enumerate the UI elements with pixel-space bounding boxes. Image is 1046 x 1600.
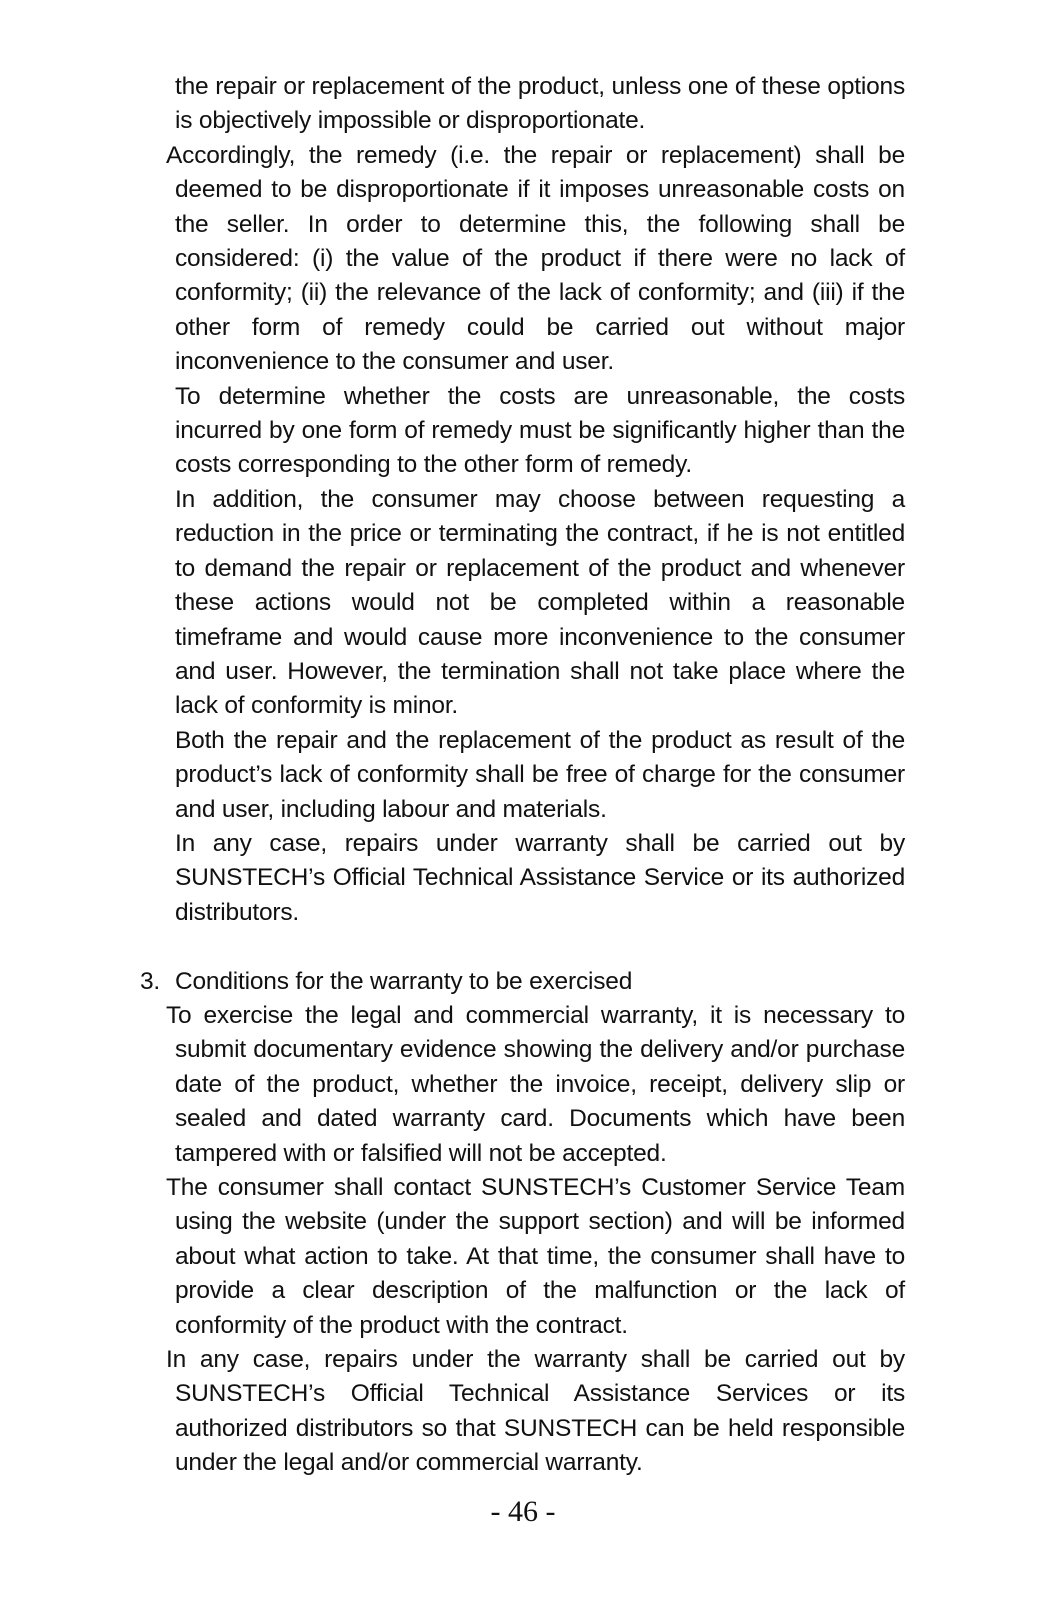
paragraph-price-reduction: In addition, the consumer may choose between requesting a reduction in the price or terminating the contract, if he is not entitled to demand the repair or replacement of the product and whenever these actions would not be completed within a reasonable timeframe and would cause more inconvenience to the consumer and user. However, the termination shall not take place where the lack of conformity is minor. bbox=[175, 485, 905, 720]
body-text bbox=[140, 70, 905, 1481]
paragraph-warranty-repairs: In any case, repairs under the warranty shall be carried out by SUNSTECH’s Official Technical Assistance Services or its authorized distributors so that SUNSTECH can be held responsible under the legal and/or commercial warranty. bbox=[166, 1346, 905, 1477]
section-spacer bbox=[175, 930, 905, 964]
paragraph-official-service: In any case, repairs under warranty shall be carried out by SUNSTECH’s Official Technical Assistance Service or its authorized distributors. bbox=[175, 829, 905, 926]
paragraph-unreasonable-costs: To determine whether the costs are unreasonable, the costs incurred by one form of remedy must be significantly higher than the costs corresponding to the other form of remedy. bbox=[175, 382, 905, 479]
page-number: - 46 - bbox=[490, 1495, 556, 1528]
paragraph-repair-options: the repair or replacement of the product, unless one of these options is objectively impossible or disproportionate. bbox=[175, 73, 905, 135]
paragraph-customer-service: The consumer shall contact SUNSTECH’s Customer Service Team using the website (under the support section) and will be informed about what action to take. At that time, the consumer shall have to provide a clear description of the malfunction or the lack of conformity of the product with the contract. bbox=[166, 1173, 905, 1339]
section-number: 3. bbox=[140, 967, 161, 995]
paragraph-free-of-charge: Both the repair and the replacement of the product as result of the product’s lack of conformity shall be free of charge for the consumer and user, including labour and materials. bbox=[175, 726, 905, 823]
paragraph-disproportionate-remedy: Accordingly, the remedy (i.e. the repair or replacement) shall be deemed to be disproportionate if it imposes unreasonable costs on the seller. In order to determine this, the following shall be considered: (i) the value of the product if there were no lack of conformity; (ii) the relevance of the lack of conformity; and (iii) if the other form of remedy could be carried out without major inconvenience to the consumer and user. bbox=[166, 141, 905, 376]
section-heading bbox=[140, 965, 905, 999]
section-title: Conditions for the warranty to be exercised bbox=[175, 967, 633, 995]
paragraph-documentary-evidence: To exercise the legal and commercial warranty, it is necessary to submit documentary evidence showing the delivery and/or purchase date of the product, whether the invoice, receipt, delivery slip or sealed and dated warranty card. Documents which have been tampered with or falsified will not be accepted. bbox=[166, 1001, 905, 1167]
